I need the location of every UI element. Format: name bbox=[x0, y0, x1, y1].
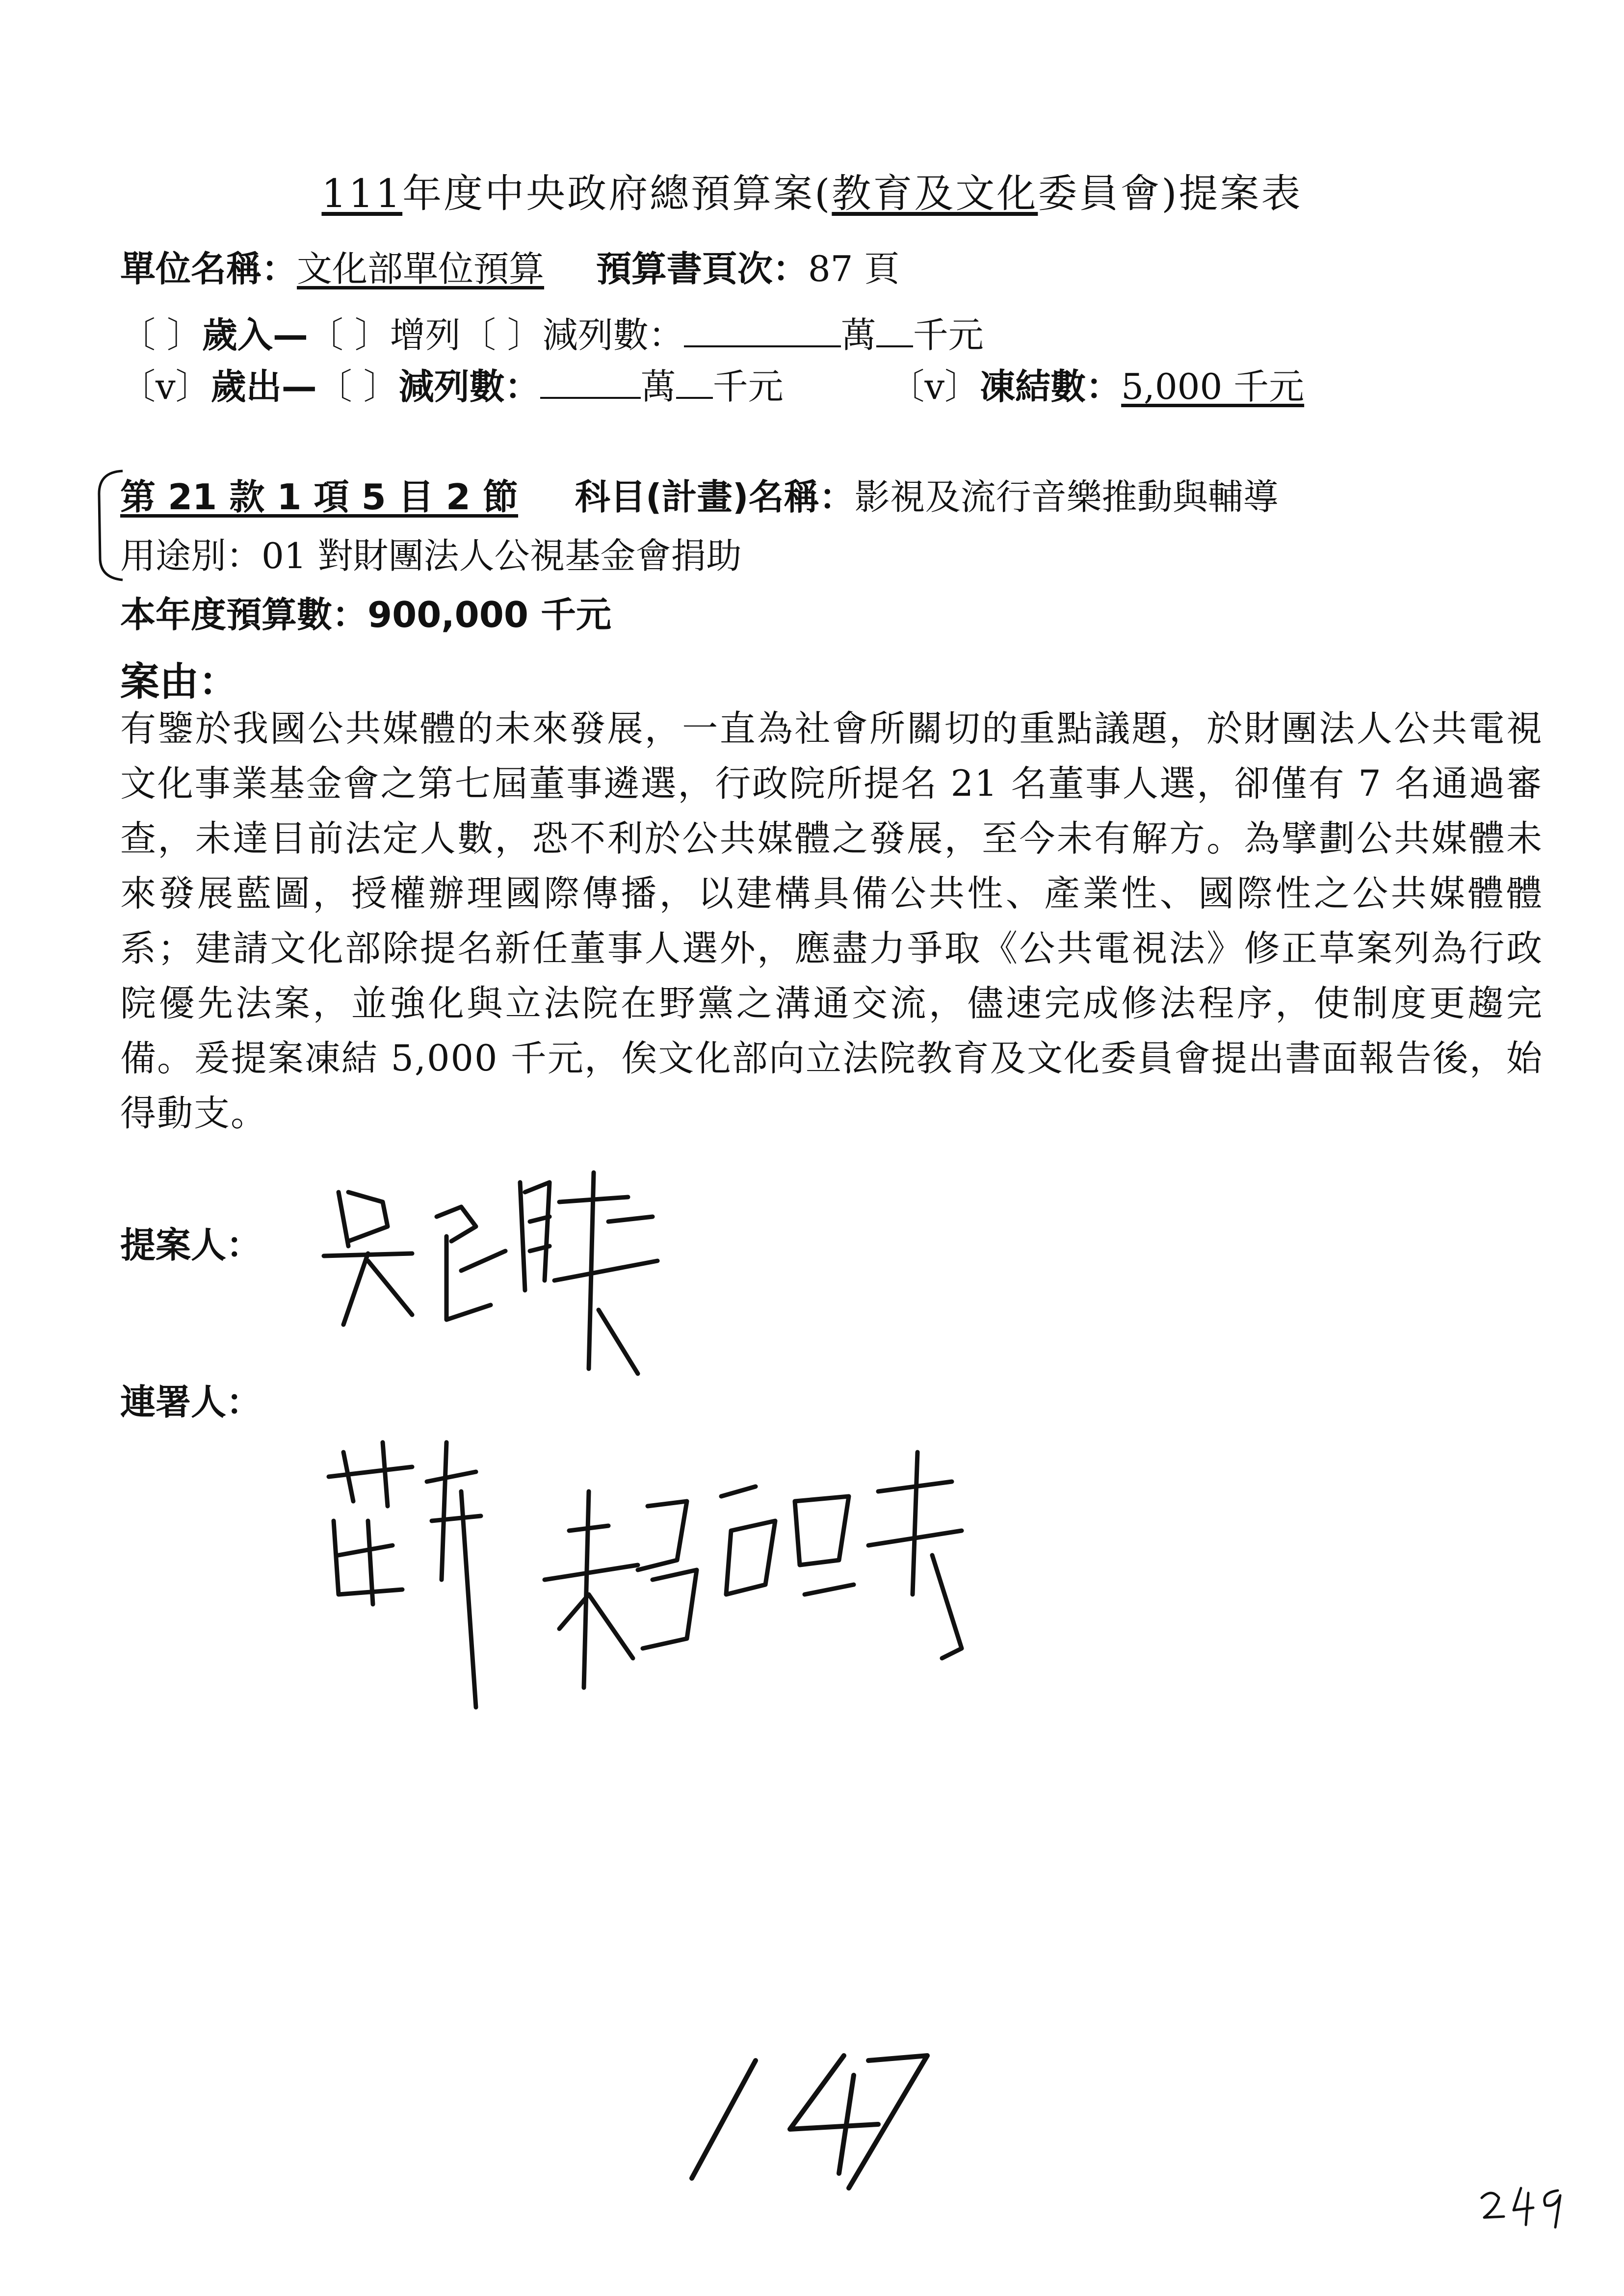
title-end: 委員會)提案表 bbox=[1038, 171, 1303, 216]
revenue-check: 〔 〕 bbox=[120, 314, 202, 356]
reason-heading: 案由： bbox=[120, 659, 238, 704]
item-subject-value: 影視及流行音樂推動與輔導 bbox=[854, 476, 1279, 518]
item-subject-label: 科目(計畫)名稱： bbox=[575, 476, 855, 518]
item-line bbox=[120, 469, 1279, 520]
expenditure-qian-blank bbox=[676, 369, 713, 399]
revenue-line bbox=[120, 307, 984, 358]
revenue-increase-check: 〔 〕 bbox=[308, 314, 390, 356]
expenditure-wan-blank bbox=[540, 369, 641, 399]
expenditure-decrease-check: 〔 〕 bbox=[316, 366, 399, 407]
cosigner-label: 連署人： bbox=[120, 1382, 262, 1423]
title-year: 111 bbox=[321, 171, 403, 216]
page-value: 87 頁 bbox=[808, 248, 900, 289]
freeze-label: 凍結數： bbox=[980, 366, 1122, 407]
expenditure-qian: 千元 bbox=[712, 366, 784, 407]
budget-line: 本年度預算數：900,000 千元 bbox=[120, 594, 612, 635]
item-section: 第 21 款 1 項 5 目 2 節 bbox=[120, 476, 519, 518]
revenue-increase-label: 增列 bbox=[390, 314, 461, 356]
revenue-label: 歲入— bbox=[202, 314, 308, 356]
page-label: 預算書頁次： bbox=[596, 248, 808, 289]
expenditure-line bbox=[120, 358, 1304, 409]
expenditure-decrease-label: 減列數： bbox=[398, 366, 540, 407]
unit-line bbox=[120, 240, 899, 291]
expenditure-check: 〔v〕 bbox=[120, 366, 211, 407]
proposer-signature bbox=[314, 1163, 697, 1408]
reason-body: 有鑒於我國公共媒體的未來發展，一直為社會所關切的重點議題，於財團法人公共電視文化事業基金會之第七屆董事遴選，行政院所提名 21 名董事人選，卻僅有 7 名通過審查，未達目前法定人數，恐不利於公共媒體之發展，至今未有解方。為擘劃公共媒體未來發展藍圖，授權辦理國際傳播，以建構具備公共性、產業性、國際性之公共媒體體系；建請文化部除提名新任董事人選外，應盡力爭取《公共電視法》修正草案列為行政院優先法案，並強化與立法院在野黨之溝通交流，儘速完成修法程序，使制度更趨完備。爰提案凍結 5,000 千元，俟文化部向立法院教育及文化委員會提出書面報告後，始得動支。 bbox=[120, 708, 1543, 1134]
revenue-decrease-check: 〔 〕 bbox=[460, 314, 543, 356]
proposer-label: 提案人： bbox=[120, 1225, 262, 1266]
freeze-check: 〔v〕 bbox=[889, 366, 980, 407]
revenue-qian-blank bbox=[876, 318, 913, 347]
cosigner-signatures bbox=[314, 1433, 1025, 1737]
revenue-wan-blank bbox=[684, 318, 841, 347]
title-committee: 教育及文化 bbox=[832, 171, 1038, 216]
usage-line: 用途別：01 對財團法人公視基金會捐助 bbox=[120, 535, 742, 576]
title-middle: 年度中央政府總預算案( bbox=[402, 171, 832, 216]
revenue-wan: 萬 bbox=[840, 314, 876, 356]
unit-label: 單位名稱： bbox=[120, 248, 297, 289]
freeze-value: 5,000 千元 bbox=[1121, 366, 1305, 407]
expenditure-wan: 萬 bbox=[640, 366, 676, 407]
unit-value: 文化部單位預算 bbox=[297, 248, 545, 289]
form-title bbox=[0, 162, 1624, 218]
handwritten-corner-number bbox=[1477, 2178, 1575, 2232]
revenue-qian: 千元 bbox=[913, 314, 984, 356]
revenue-decrease-label: 減列數： bbox=[542, 314, 684, 356]
handwritten-page-number bbox=[682, 2046, 937, 2193]
expenditure-label: 歲出— bbox=[210, 366, 317, 407]
